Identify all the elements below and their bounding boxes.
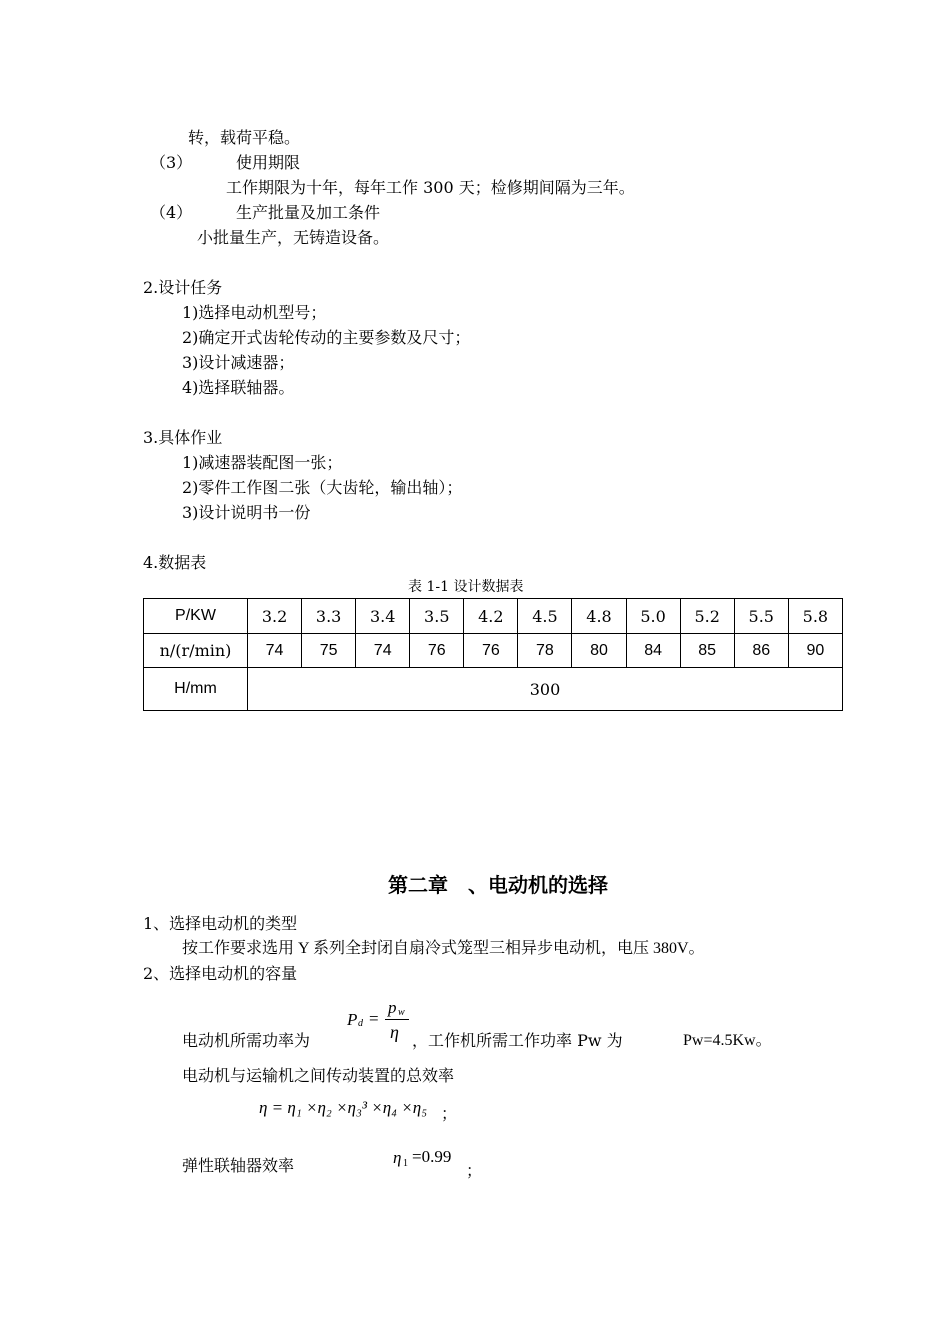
work-item: 3)设计说明书一份 bbox=[182, 503, 311, 522]
speed-cell: 85 bbox=[680, 634, 734, 668]
speed-cell: 84 bbox=[626, 634, 680, 668]
power-cell: 3.5 bbox=[410, 599, 464, 634]
coupling-terminator: ； bbox=[466, 1161, 483, 1180]
speed-cell: 75 bbox=[302, 634, 356, 668]
design-data-table bbox=[143, 598, 843, 711]
formula-lhs: P bbox=[347, 1010, 358, 1029]
power-label: 电动机所需功率为 bbox=[182, 1031, 311, 1050]
item4-number: （4） bbox=[150, 203, 193, 222]
task-item: 1)选择电动机型号； bbox=[182, 303, 327, 322]
eta1-symbol: η bbox=[393, 1148, 402, 1167]
item3-title: 使用期限 bbox=[236, 153, 301, 172]
speed-cell: 76 bbox=[464, 634, 518, 668]
power-cell: 3.4 bbox=[356, 599, 410, 634]
speed-cell: 80 bbox=[572, 634, 626, 668]
work-item: 2)零件工作图二张（大齿轮，输出轴）； bbox=[182, 478, 463, 497]
row-label-power: P/KW bbox=[144, 599, 248, 634]
speed-cell: 76 bbox=[410, 634, 464, 668]
speed-cell: 74 bbox=[248, 634, 302, 668]
work-heading: 3.具体作业 bbox=[143, 428, 223, 447]
section-1-heading: 1、选择电动机的类型 bbox=[143, 914, 298, 933]
eta1-value: =0.99 bbox=[412, 1147, 452, 1166]
power-cell: 3.2 bbox=[248, 599, 302, 634]
power-cell: 5.0 bbox=[626, 599, 680, 634]
speed-cell: 78 bbox=[518, 634, 572, 668]
row-label-height: H/mm bbox=[144, 668, 248, 711]
speed-cell: 74 bbox=[356, 634, 410, 668]
formula-lhs-sub: d bbox=[358, 1018, 363, 1029]
item3-number: （3） bbox=[150, 153, 193, 172]
efficiency-formula: η = η₁ ×η₂ ×η₃³ ×η₄ ×η₅ bbox=[259, 1098, 428, 1117]
item4-body: 小批量生产，无铸造设备。 bbox=[197, 228, 390, 247]
power-text: ，工作机所需工作功率 Pw 为 bbox=[412, 1031, 623, 1050]
power-cell: 5.5 bbox=[734, 599, 788, 634]
item4-title: 生产批量及加工条件 bbox=[236, 203, 381, 222]
data-heading: 4.数据表 bbox=[143, 553, 207, 572]
section-1-body: 按工作要求选用 Y 系列全封闭自扇冷式笼型三相异步电动机，电压 380V。 bbox=[182, 940, 705, 957]
coupling-label: 弹性联轴器效率 bbox=[182, 1156, 295, 1175]
power-cell: 4.5 bbox=[518, 599, 572, 634]
formula-denominator: η bbox=[390, 1022, 399, 1042]
speed-cell: 90 bbox=[788, 634, 842, 668]
section-2-heading: 2、选择电动机的容量 bbox=[143, 964, 298, 983]
coupling-efficiency bbox=[393, 1146, 473, 1176]
work-item: 1)减速器装配图一张； bbox=[182, 453, 343, 472]
power-formula bbox=[347, 998, 417, 1052]
efficiency-label: 电动机与运输机之间传动装置的总效率 bbox=[182, 1066, 455, 1085]
formula-numerator: p bbox=[388, 998, 397, 1017]
power-cell: 5.8 bbox=[788, 599, 842, 634]
chapter-title: 第二章 、电动机的选择 bbox=[388, 875, 608, 897]
formula-terminator: ； bbox=[441, 1104, 458, 1123]
continuation-line: 转，载荷平稳。 bbox=[188, 128, 301, 147]
table-row bbox=[144, 634, 843, 668]
row-label-speed: n/(r/min) bbox=[144, 634, 248, 668]
fraction-bar bbox=[385, 1019, 409, 1020]
task-item: 3)设计减速器； bbox=[182, 353, 295, 372]
table-row bbox=[144, 599, 843, 634]
power-cell: 4.8 bbox=[572, 599, 626, 634]
tasks-heading: 2.设计任务 bbox=[143, 278, 223, 297]
power-cell: 4.2 bbox=[464, 599, 518, 634]
eta1-sub: 1 bbox=[403, 1158, 408, 1169]
power-cell: 3.3 bbox=[302, 599, 356, 634]
height-cell: 300 bbox=[248, 668, 843, 711]
table-row bbox=[144, 668, 843, 711]
task-item: 4)选择联轴器。 bbox=[182, 378, 295, 397]
formula-equals: = bbox=[369, 1009, 379, 1028]
speed-cell: 86 bbox=[734, 634, 788, 668]
task-item: 2)确定开式齿轮传动的主要参数及尺寸； bbox=[182, 328, 471, 347]
formula-numerator-sub: w bbox=[398, 1007, 405, 1018]
table-caption: 表 1-1 设计数据表 bbox=[408, 579, 524, 595]
pw-value: Pw=4.5Kw。 bbox=[683, 1032, 772, 1049]
item3-body: 工作期限为十年，每年工作 300 天；检修期间隔为三年。 bbox=[226, 178, 635, 197]
power-cell: 5.2 bbox=[680, 599, 734, 634]
